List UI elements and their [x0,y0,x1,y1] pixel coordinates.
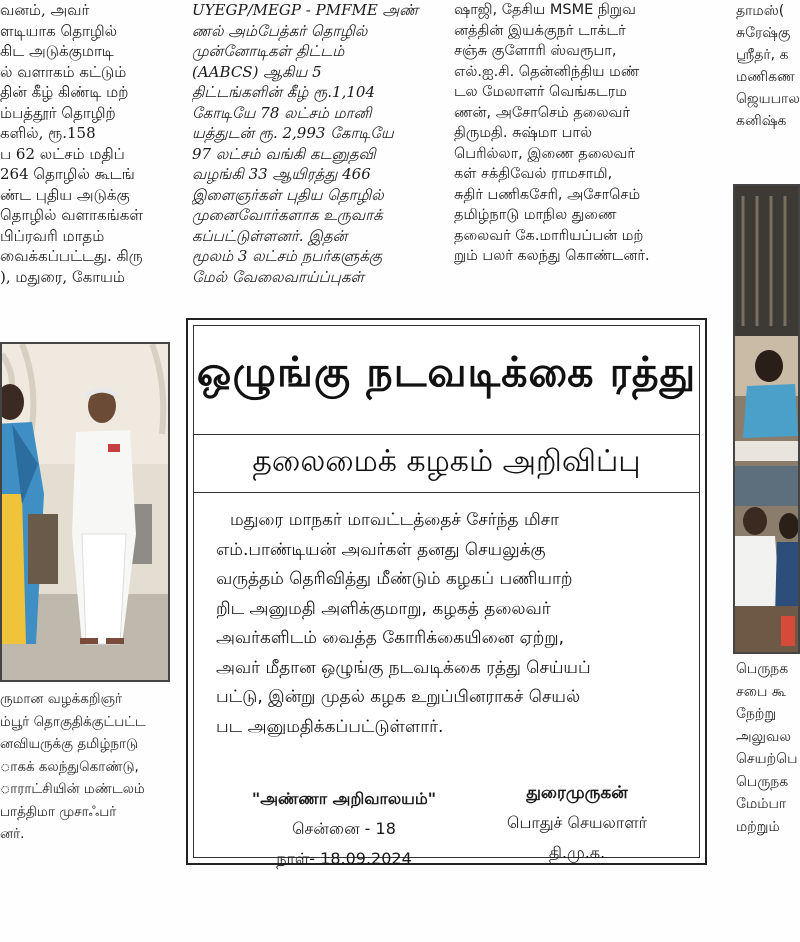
text-line: மேல் வேலைவாய்ப்புகள் [192,267,365,286]
notice-body-line: வருத்தம் தெரிவித்து மீண்டும் கழகப் பணியாற் [216,569,573,589]
text-line: னத்தின் இயக்குநர் டாக்டர் [454,22,626,39]
text-line: சுரேஷ்கு [736,25,791,41]
text-line: ஸ்ரீதர், க [736,47,789,63]
notice-inner-border [193,325,700,868]
text-line: அலுவல [736,728,792,745]
middle-right-column-text [454,0,707,267]
text-line: ருமான வழக்கறிஞர் [0,691,123,707]
text-line: ாகக் கலந்துகொண்டு, [0,758,139,775]
right-column-bottom-text [736,658,800,838]
text-line: கிட அடுக்குமாடி [0,42,114,60]
text-line: தாமஸ்( [736,3,785,19]
middle-column-text [192,0,442,287]
notice-subtitle: தலைமைக் கழகம் அறிவிப்பு [252,444,641,479]
notice-body-line: எம்.பாண்டியன் அவர்கள் தனது செயலுக்கு [216,539,546,560]
text-line: வைக்கப்பட்டது. கிரு [0,247,143,265]
text-line: மேம்பா [736,796,787,812]
text-line: ண்ட புதிய அடுக்கு [0,185,130,204]
text-line: 264 தொழில் கூடங் [0,165,135,183]
signatory-org: தி.மு.க. [548,843,606,862]
text-line: 97 லட்சம் வங்கி கடனுதவி [192,144,376,163]
text-line: வழங்கி 33 ஆயிரத்து 466 [192,165,371,183]
event-photo-left [0,342,170,682]
text-line: னவியருக்கு தமிழ்நாடு [0,736,139,752]
text-line: தொழில் வளாகங்கள் [0,206,143,224]
text-line: சுதிர் பணிகசேரி, அசோசெம் [454,186,641,203]
text-line: முன்னோடிகள் திட்டம் [192,42,345,60]
party-notice-box [186,318,707,868]
text-line: னர். [0,826,25,842]
notice-body-line: பட அனுமதிக்கப்பட்டுள்ளார். [216,716,444,737]
text-line: கள் சக்திவேல் ராமசாமி, [454,166,613,182]
text-line: ணல் அம்பேத்கர் தொழில் [192,21,368,40]
text-line: திருமதி. சுஷ்மா பால் [454,125,593,141]
text-line: பெருநக [736,773,789,790]
text-line: றும் பலர் கலந்து கொண்டனர். [454,248,650,264]
right-column-text [736,0,800,132]
text-line: மற்றும் [736,818,780,835]
left-photo-caption [0,688,172,846]
notice-body-line: பட்டு, இன்று முதல் கழக உறுப்பினராகச் செயல் [216,687,581,707]
text-line: ம்பத்தூர் தொழிற் [0,103,116,122]
text-line: செயற்பெ [736,751,798,767]
notice-body-line: அவர் மீதான ஒழுங்கு நடவடிக்கை ரத்து செய்யப் [216,657,591,678]
text-line: ாராட்சியின் மண்டலம் [0,781,145,797]
text-line: டல மேலாளர் வெங்கடரம [454,84,627,100]
text-line: (AABCS) ஆகிய 5 [192,62,322,81]
notice-city: சென்னை - 18 [292,819,396,838]
text-line: ம்பூர் தொகுதிக்குட்பட்ட [0,713,146,730]
notice-body-line: மதுரை மாநகர் மாவட்டத்தைச் சேர்ந்த மிசா [230,510,560,530]
text-line: திட்டங்களின் கீழ் ரூ.1,104 [192,83,376,101]
text-line: கோடியே 78 லட்சம் மானி [192,103,372,122]
text-line: களில், ரூ.158 [0,124,96,142]
text-line: யத்துடன் ரூ. 2,993 கோடியே [192,124,394,142]
text-line: சஞ்சு குளோரி ஸ்வரூபா, [454,43,617,59]
notice-body-line: அவர்களிடம் வைத்த கோரிக்கையினை ஏற்று, [216,628,564,648]
text-line: பெருநக [736,661,789,677]
text-line: கனிஷ்க [736,113,787,129]
notice-body-line: றிட அனுமதி அளிக்குமாறு, கழகத் தலைவர் [216,598,551,619]
text-line: இளைஞர்கள் புதிய தொழில் [192,185,384,204]
text-line: ஜெயபால [736,91,800,107]
text-line: கப்பட்டுள்ளனர். இதன் [192,226,348,245]
notice-title: ஒழுங்கு நடவடிக்கை ரத்து [196,348,697,396]
text-line: மணிகண [736,69,795,85]
text-line: தமிழ்நாடு மாநில துணை [454,207,617,223]
text-line: மூலம் 3 லட்சம் நபர்களுக்கு [192,247,383,265]
text-line: தின் கீழ் கிண்டி மற் [0,83,129,101]
text-line: பிப்ரவரி மாதம் [0,226,105,245]
text-line: பெரில்லா, இணை தலைவர் [454,145,635,162]
text-line: ல் வளாகம் கட்டும் [0,62,127,81]
text-line: ப 62 லட்சம் மதிப் [0,144,125,163]
text-line: ), மதுரை, கோயம் [0,267,125,286]
text-line: ணன், அசோசெம் தலைவர் [454,104,630,121]
text-line: சபை கூ [736,683,786,700]
text-line: பாத்திமா முசாஃபர் [0,803,117,820]
text-line: ஷாஜி, தேசிய MSME நிறுவ [454,2,636,18]
text-line: நேற்று [736,706,777,722]
text-line: எல்.ஐ.சி. தென்னிந்திய மண் [454,63,640,80]
text-line: UYEGP/MEGP - PMFME அண் [192,1,419,19]
text-line: ளடியாக தொழில் [0,21,118,40]
divider [194,434,699,435]
text-line: தலைவர் கே.மாரியப்பன் மற் [454,227,644,244]
signatory-name: துரைமுருகன் [526,783,628,803]
divider [194,492,699,493]
event-photo-illustration [2,344,168,680]
notice-place: "அண்ணா அறிவாலயம்" [251,789,437,808]
event-photo-right [733,184,800,654]
notice-body [216,506,679,742]
text-line: முனைவோர்களாக உருவாக் [192,206,383,224]
signatory-title: பொதுச் செயலாளர் [506,813,647,832]
left-column-text [0,0,172,287]
notice-signature-block [472,778,682,868]
meeting-photo-illustration [735,186,798,652]
notice-place-block [224,784,464,874]
notice-date: நாள்- 18.09.2024 [276,849,412,868]
text-line: வனம்‌, அவர்‌ [0,1,90,19]
